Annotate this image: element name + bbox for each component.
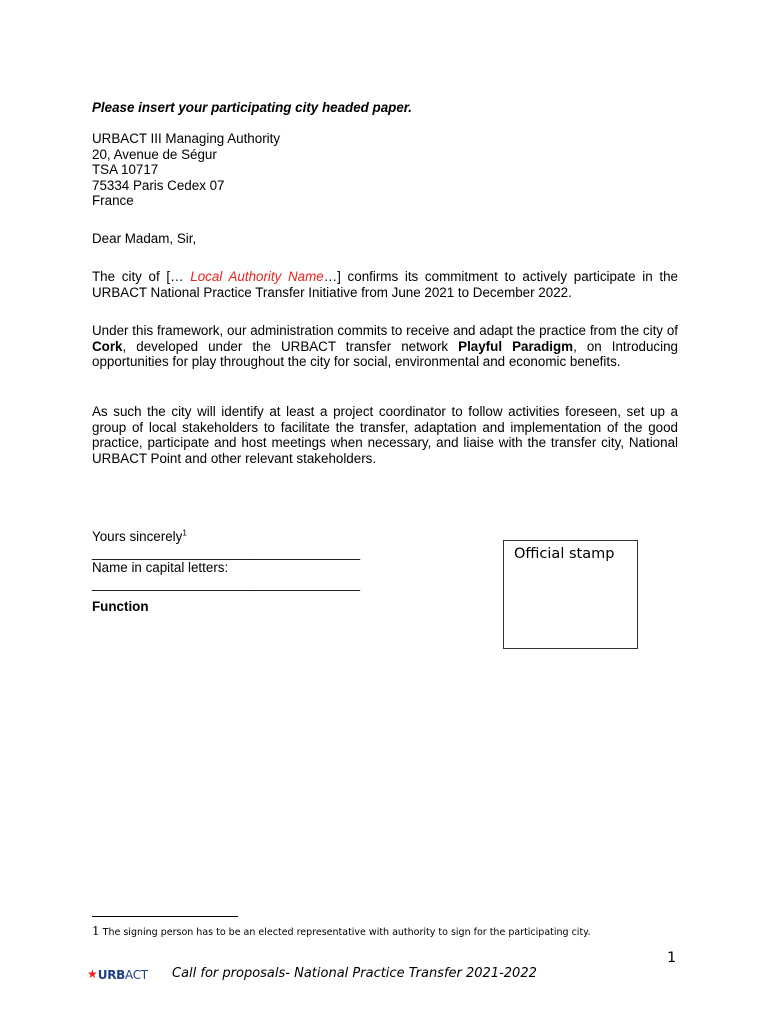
signature-block xyxy=(92,529,392,591)
para2-text: , developed under the URBACT transfer network xyxy=(122,338,459,354)
recipient-address xyxy=(92,131,592,209)
address-line: URBACT III Managing Authority xyxy=(92,131,281,146)
address-line: 20, Avenue de Ségur xyxy=(92,146,217,162)
headed-paper-instruction: Please insert your participating city headed paper. xyxy=(92,100,412,115)
footer-title: Call for proposals- National Practice Transfer 2021-2022 xyxy=(172,966,537,981)
address-line: 75334 Paris Cedex 07 xyxy=(92,177,225,193)
para1-text: …] confirms its commitment to actively participate in the URBACT National Practice Transfer Initiative from June 2021 to December 2022. xyxy=(92,269,678,300)
star-icon: ★ xyxy=(87,967,98,981)
salutation: Dear Madam, Sir, xyxy=(92,231,197,246)
name-line: ____________________________________ xyxy=(92,575,361,591)
logo-text-bold: URB xyxy=(97,968,125,982)
para2-text: , on Introducing opportunities for play throughout the city for social, environmental and economic benefits. xyxy=(92,338,678,369)
commitment-paragraph xyxy=(92,269,678,300)
para1-text: The city of [… xyxy=(92,269,191,284)
footnote-reference: 1 xyxy=(182,528,187,538)
page-number: 1 xyxy=(667,950,677,966)
footnote-text: The signing person has to be an elected representative with authority to sign for the participating city. xyxy=(102,927,591,938)
footnote xyxy=(92,924,590,938)
para2-text: Under this framework, our administration commits to receive and adapt the practice from the city of xyxy=(92,323,678,338)
address-line: France xyxy=(92,193,134,208)
address-line: TSA 10717 xyxy=(92,162,159,177)
closing: Yours sincerely xyxy=(92,529,183,544)
signature-line: ____________________________________ xyxy=(92,544,361,560)
name-label: Name in capital letters: xyxy=(92,560,229,575)
urbact-logo xyxy=(87,966,148,982)
coordination-paragraph: As such the city will identify at least a project coordinator to follow activities foreseen, set up a group of local stakeholders to facilitate the transfer, adaptation and implementation of the good practice, participate and host meetings when necessary, and liaise with the transfer city, National URBACT Point and other relevant stakeholders. xyxy=(92,404,678,466)
footnote-divider xyxy=(92,916,238,917)
transfer-city: Cork xyxy=(92,338,123,354)
local-authority-placeholder: Local Authority Name xyxy=(190,269,324,284)
footnote-number: 1 xyxy=(92,924,100,938)
logo-text-light: ACT xyxy=(125,968,148,982)
official-stamp-box xyxy=(503,540,638,649)
transfer-network: Playful Paradigm xyxy=(458,338,574,354)
function-label: Function xyxy=(92,599,149,614)
stamp-label: Official stamp xyxy=(514,546,615,562)
framework-paragraph xyxy=(92,323,678,370)
